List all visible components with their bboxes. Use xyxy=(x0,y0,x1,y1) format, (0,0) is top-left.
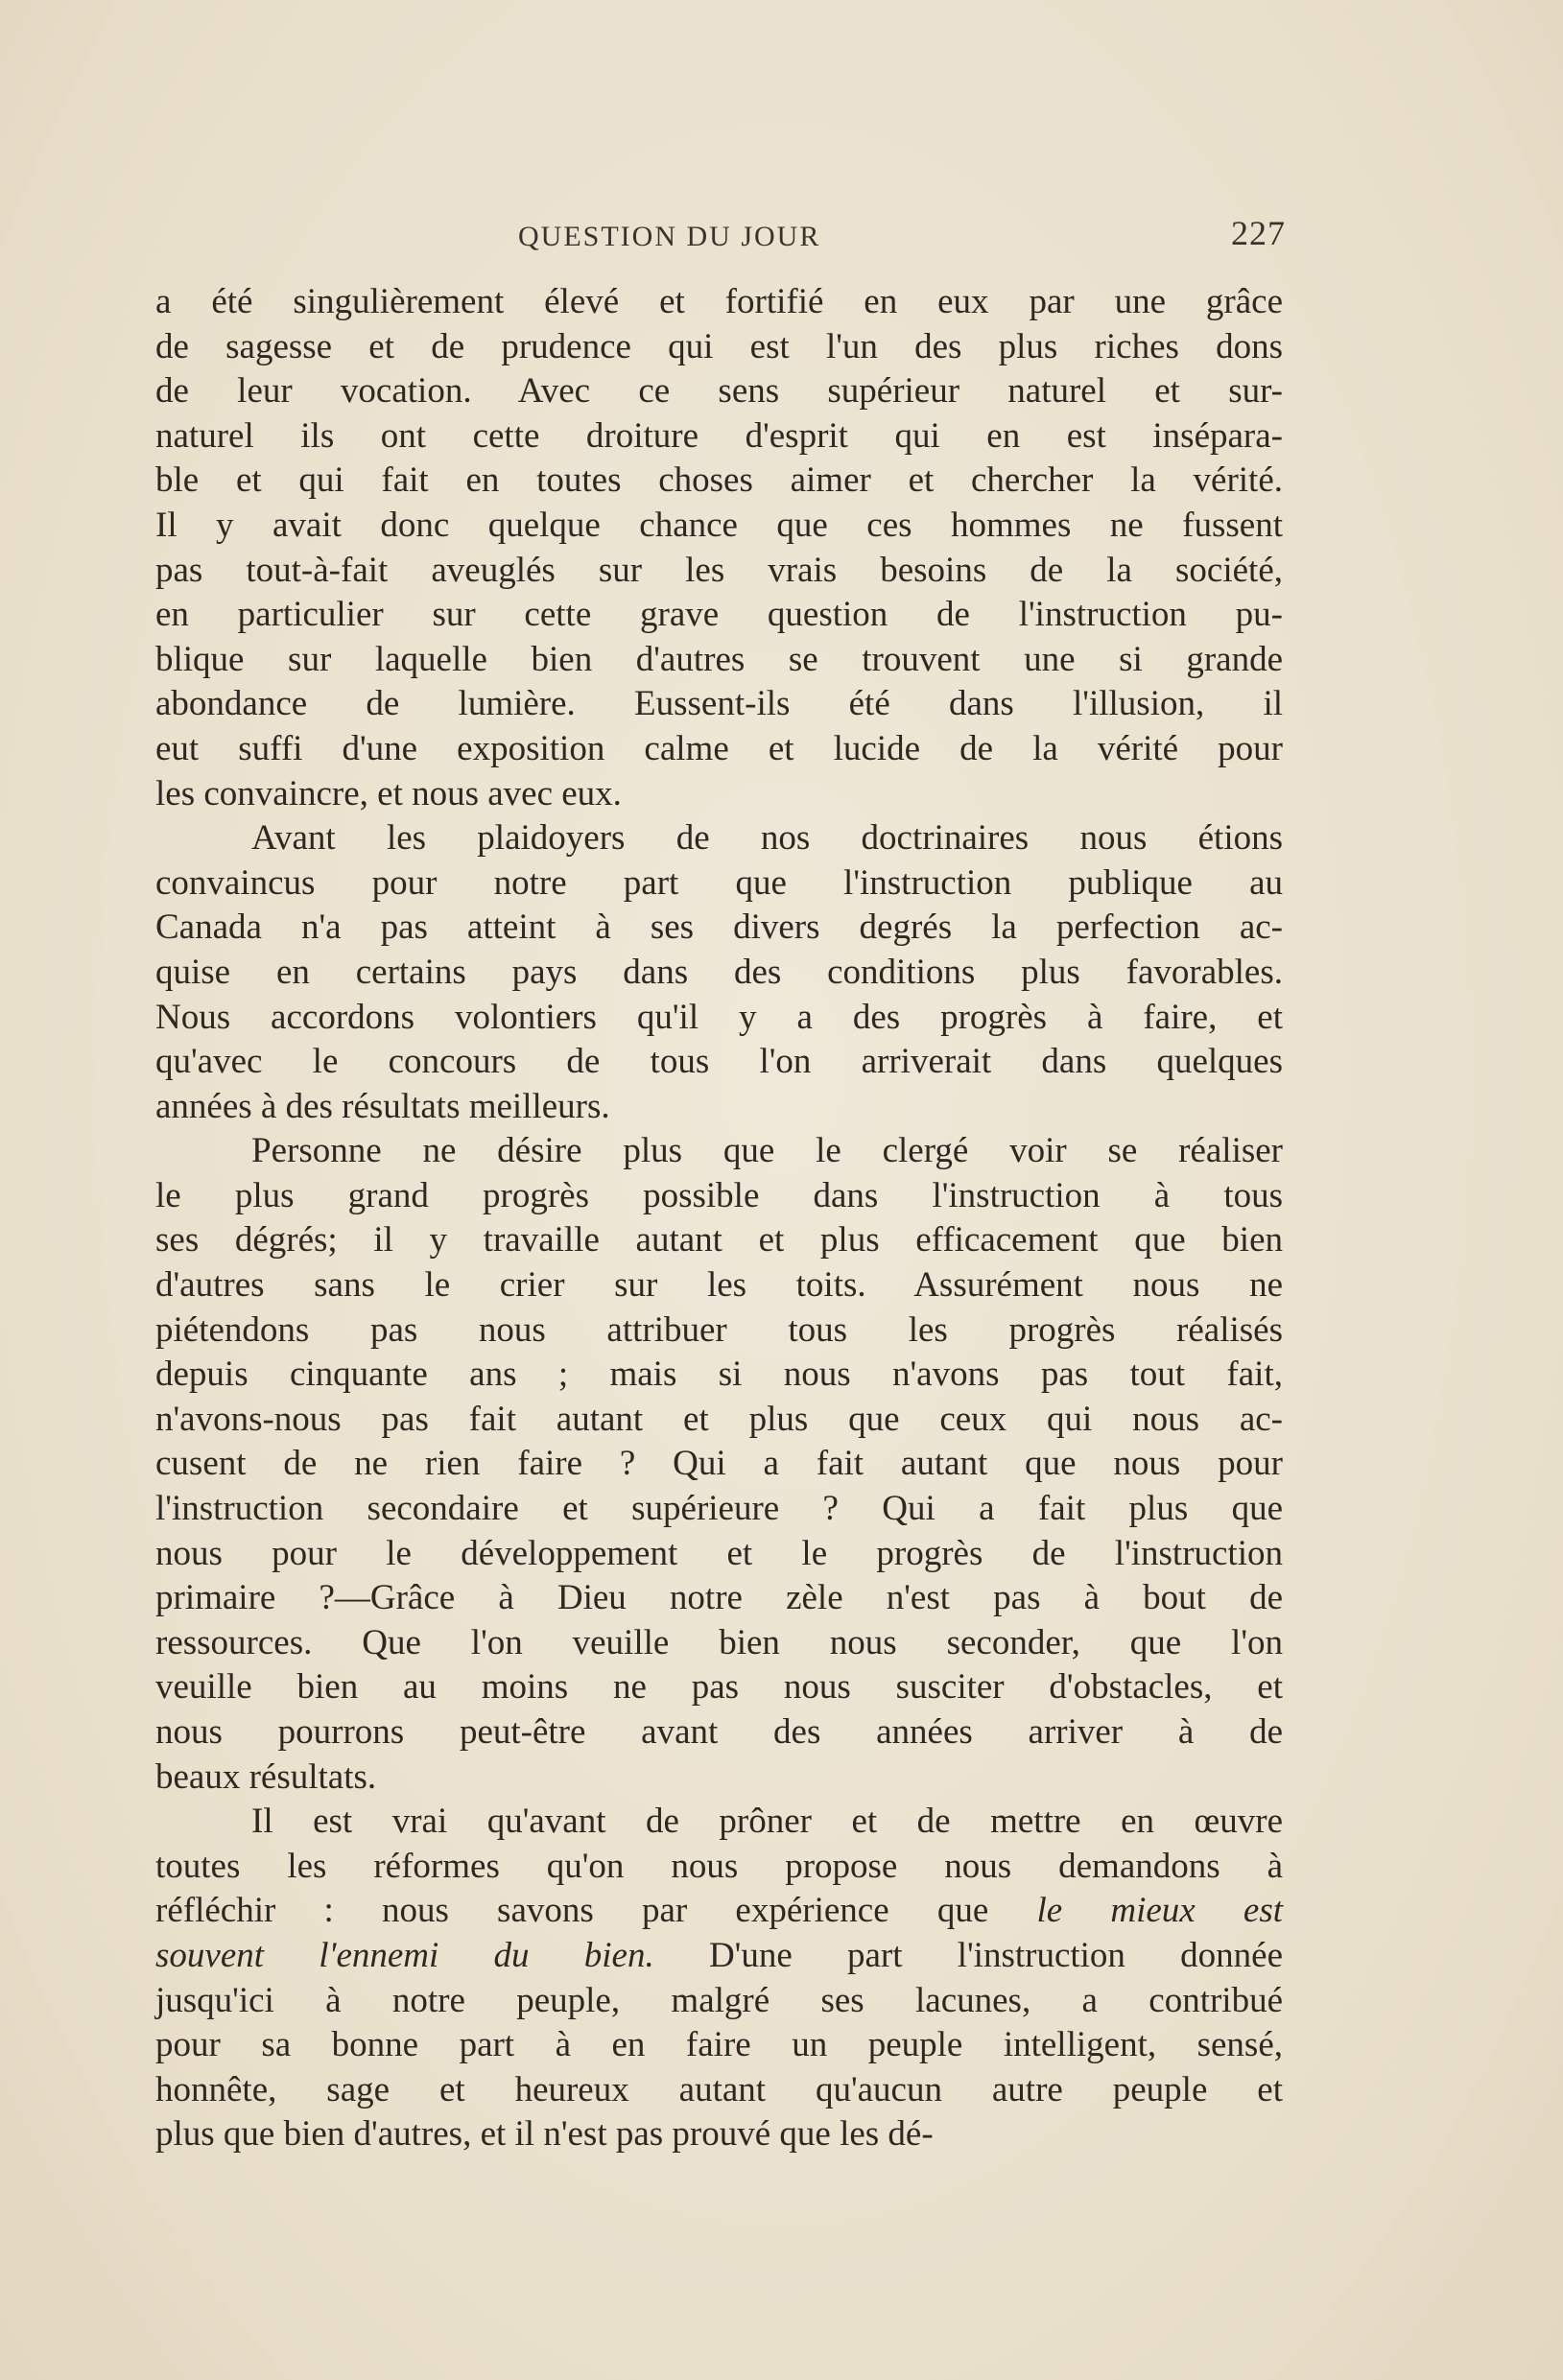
text-line: l'instruction secondaire et supérieure ? Qui a fait plus que xyxy=(155,1489,1283,1529)
text-line xyxy=(155,1889,1283,1934)
text-line: les convaincre, et nous avec eux. xyxy=(155,773,622,813)
text-line: primaire ?—Grâce à Dieu notre zèle n'est pas à bout de xyxy=(155,1578,1283,1618)
text-line: Personne ne désire plus que le clergé voir se réaliser xyxy=(251,1131,1283,1171)
text-line: de sagesse et de prudence qui est l'un des plus riches dons xyxy=(155,326,1283,366)
text-line: beaux résultats. xyxy=(155,1756,377,1797)
page-header xyxy=(154,213,1286,261)
page-number: 227 xyxy=(1231,214,1286,252)
text-line: de leur vocation. Avec ce sens supérieur naturel et sur- xyxy=(155,371,1283,412)
text-line: en particulier sur cette grave question de l'instruction pu- xyxy=(155,595,1283,635)
text-line: plus que bien d'autres, et il n'est pas prouvé que les dé- xyxy=(155,2114,934,2155)
text-line: ses dégrés; il y travaille autant et plus efficacement que bien xyxy=(155,1220,1283,1261)
text-line: eut suffi d'une exposition calme et lucide de la vérité pour xyxy=(155,728,1283,768)
text-line: années à des résultats meilleurs. xyxy=(155,1086,610,1126)
italic-phrase: le mieux est xyxy=(1036,1891,1283,1931)
text-line: pour sa bonne part à en faire un peuple intelligent, sensé, xyxy=(155,2025,1283,2065)
text-line: blique sur laquelle bien d'autres se trouvent une si grande xyxy=(155,639,1283,679)
text-line: pas tout-à-fait aveuglés sur les vrais besoins de la société, xyxy=(155,550,1283,590)
text-line: cusent de ne rien faire ? Qui a fait autant que nous pour xyxy=(155,1444,1283,1484)
text-line: nous pour le développement et le progrès de l'instruction xyxy=(155,1533,1283,1573)
text-line: quise en certains pays dans des conditions plus favorables. xyxy=(155,952,1283,992)
text-line: le plus grand progrès possible dans l'instruction à tous xyxy=(155,1175,1283,1215)
text-line: n'avons-nous pas fait autant et plus que ceux qui nous ac- xyxy=(155,1399,1283,1439)
text-line: honnête, sage et heureux autant qu'aucun autre peuple et xyxy=(155,2069,1283,2109)
text-line: ble et qui fait en toutes choses aimer et chercher la vérité. xyxy=(155,460,1283,501)
text-line: depuis cinquante ans ; mais si nous n'avons pas tout fait, xyxy=(155,1355,1283,1395)
text-line: ressources. Que l'on veuille bien nous seconder, que l'on xyxy=(155,1622,1283,1662)
body-text xyxy=(155,280,1283,2157)
text-line: Il y avait donc quelque chance que ces hommes ne fussent xyxy=(155,505,1283,545)
text-line: Il est vrai qu'avant de prôner et de mettre en œuvre xyxy=(251,1802,1283,1842)
text-line: d'autres sans le crier sur les toits. Assurément nous ne xyxy=(155,1265,1283,1306)
text-segment: D'une part l'instruction donnée xyxy=(708,1935,1284,1975)
text-line: piétendons pas nous attribuer tous les progrès réalisés xyxy=(155,1309,1283,1350)
text-line: a été singulièrement élevé et fortifié en eux par une grâce xyxy=(155,282,1283,321)
text-line: nous pourrons peut-être avant des années arriver à de xyxy=(155,1712,1283,1752)
running-title: QUESTION DU JOUR xyxy=(518,221,821,252)
text-line: Nous accordons volontiers qu'il y a des progrès à faire, et xyxy=(155,997,1283,1037)
text-line: Avant les plaidoyers de nos doctrinaires nous étions xyxy=(251,818,1283,859)
text-line: Canada n'a pas atteint à ses divers degrés la perfection ac- xyxy=(155,907,1283,948)
text-line: abondance de lumière. Eussent-ils été dans l'illusion, il xyxy=(155,684,1283,724)
text-line: jusqu'ici à notre peuple, malgré ses lacunes, a contribué xyxy=(155,1980,1283,2020)
text-line: toutes les réformes qu'on nous propose nous demandons à xyxy=(155,1846,1283,1886)
text-line xyxy=(155,1934,1283,1979)
text-line: convaincus pour notre part que l'instruction publique au xyxy=(155,862,1283,903)
text-line: veuille bien au moins ne pas nous susciter d'obstacles, et xyxy=(155,1667,1283,1708)
text-segment: réfléchir : nous savons par expérience que xyxy=(155,1891,989,1931)
italic-phrase: souvent l'ennemi du bien. xyxy=(155,1935,654,1975)
text-line: qu'avec le concours de tous l'on arriverait dans quelques xyxy=(155,1042,1283,1082)
text-line: naturel ils ont cette droiture d'esprit qui en est insépara- xyxy=(155,415,1283,456)
